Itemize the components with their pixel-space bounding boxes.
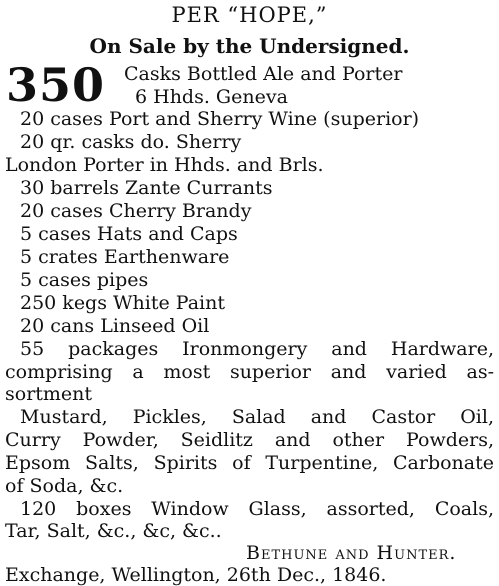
list-item: 250 kegs White Paint (20, 292, 225, 314)
ad-heading: PER “HOPE,” (171, 3, 328, 27)
list-item: 55 packages Ironmongery and Hardware, (20, 338, 494, 360)
dateline: Exchange, Wellington, 26th Dec., 1846. (5, 564, 387, 586)
list-item: 20 cans Linseed Oil (20, 315, 210, 337)
list-item: 120 boxes Window Glass, assorted, Coals, (20, 498, 494, 520)
signature: Bethune and Hunter. (246, 542, 457, 564)
list-item: Epsom Salts, Spirits of Turpentine, Carbonate (5, 452, 494, 474)
list-item: 5 cases pipes (20, 269, 149, 291)
list-item: 20 cases Port and Sherry Wine (superior) (20, 108, 420, 130)
list-item: of Soda, &c. (5, 475, 124, 497)
list-item: 5 crates Earthenware (20, 246, 230, 268)
lead-quantity: 350 (6, 58, 106, 112)
list-item: 5 cases Hats and Caps (20, 223, 238, 245)
list-item: London Porter in Hhds. and Brls. (5, 154, 324, 176)
list-item: Mustard, Pickles, Salad and Castor Oil, (20, 406, 494, 428)
list-item: Curry Powder, Seidlitz and other Powders, (5, 429, 494, 451)
list-item: comprising a most superior and varied as- (5, 361, 494, 383)
list-item: 20 qr. casks do. Sherry (20, 131, 242, 153)
ad-subheading: On Sale by the Undersigned. (89, 34, 410, 58)
list-item: Tar, Salt, &c., &c, &c.. (5, 520, 222, 542)
list-item: 30 barrels Zante Currants (20, 177, 273, 199)
list-item: 6 Hhds. Geneva (135, 86, 288, 108)
list-item: Casks Bottled Ale and Porter (124, 63, 403, 85)
list-item: 20 cases Cherry Brandy (20, 200, 252, 222)
list-item: sortment (5, 383, 93, 405)
